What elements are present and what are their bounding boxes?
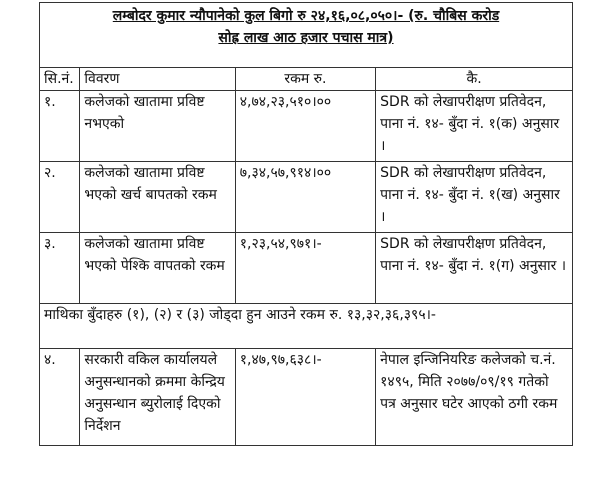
row-desc: कलेजको खातामा प्रविष्ट नभएको <box>80 91 235 162</box>
row-remarks: नेपाल इन्जिनियरिङ कलेजको च.नं. १४९५, मिति २०७७/०९/१९ गतेको पत्र अनुसार घटेर आएको ठगी रकम <box>376 349 573 446</box>
row-sn: ४. <box>40 349 80 446</box>
row-desc: सरकारी वकिल कार्यालयले अनुसन्धानको क्रममा केन्द्रिय अनुसन्धान ब्युरोलाई दिएको निर्देशन <box>80 349 235 446</box>
bigo-table <box>39 2 573 446</box>
header-row <box>40 68 573 91</box>
row-remarks: SDR को लेखापरीक्षण प्रतिवेदन, पाना नं. १४- बुँदा नं. १(क) अनुसार । <box>376 91 573 162</box>
title-line-2: सोह्र लाख आठ हजार पचास मात्र) <box>218 30 394 46</box>
row-sn: ३. <box>40 233 80 304</box>
table-title <box>40 3 573 68</box>
row-amount: ४,७४,२३,५१०।०० <box>235 91 375 162</box>
summary-row <box>40 304 573 349</box>
header-sn: सि.नं. <box>40 68 80 91</box>
table-row <box>40 349 573 446</box>
header-desc: विवरण <box>80 68 235 91</box>
summary-text: माथिका बुँदाहरु (१), (२) र (३) जोड्दा हुन आउने रकम रु. १३,३२,३६,३९५।- <box>40 304 573 349</box>
header-amount: रकम रु. <box>235 68 375 91</box>
row-amount: १,२३,५४,९७१।- <box>235 233 375 304</box>
row-desc: कलेजको खातामा प्रविष्ट भएको पेश्कि वापतको रकम <box>80 233 235 304</box>
header-remarks: कै. <box>376 68 573 91</box>
row-amount: १,४७,९७,६३८।- <box>235 349 375 446</box>
row-sn: १. <box>40 91 80 162</box>
table-row <box>40 91 573 162</box>
row-sn: २. <box>40 162 80 233</box>
title-line-1: लम्बोदर कुमार न्यौपानेको कुल बिगो रु २४,१६,०८,०५०।- (रु. चौबिस करोड <box>112 8 500 24</box>
row-remarks: SDR को लेखापरीक्षण प्रतिवेदन, पाना नं. १४- बुँदा नं. १(ग) अनुसार । <box>376 233 573 304</box>
table-row <box>40 162 573 233</box>
row-desc: कलेजको खातामा प्रविष्ट भएको खर्च बापतको रकम <box>80 162 235 233</box>
row-amount: ७,३४,५७,९१४।०० <box>235 162 375 233</box>
row-remarks: SDR को लेखापरीक्षण प्रतिवेदन, पाना नं. १४- बुँदा नं. १(ख) अनुसार । <box>376 162 573 233</box>
table-row <box>40 233 573 304</box>
